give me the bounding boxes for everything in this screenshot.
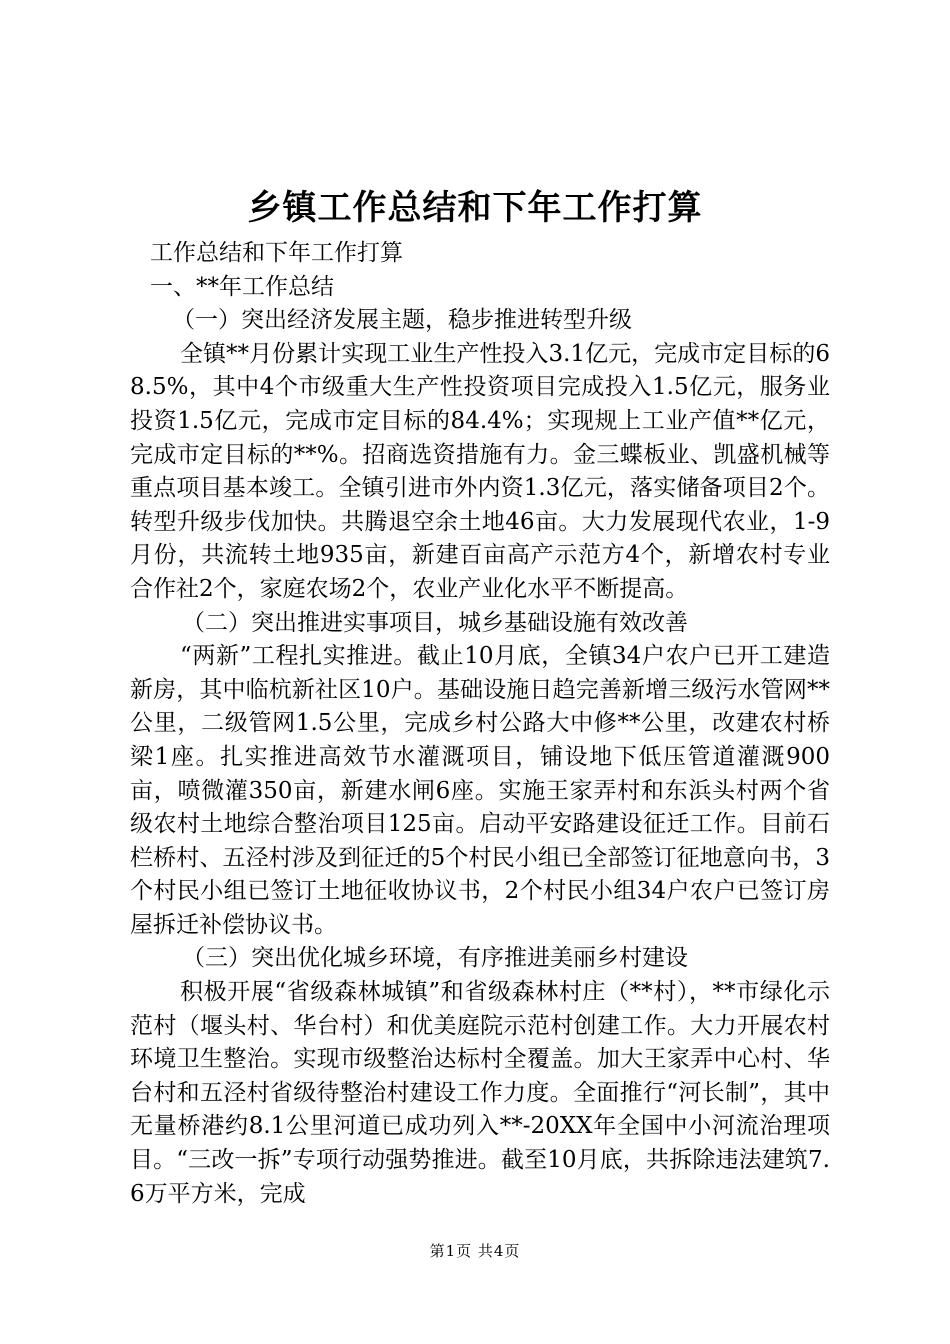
document-subtitle: 工作总结和下年工作打算	[150, 240, 403, 266]
section-heading-2: （二）突出推进实事项目，城乡基础设施有效改善	[182, 609, 688, 636]
part-one-heading: 一、**年工作总结	[150, 273, 334, 300]
section-body-2: “两新”工程扎实推进。截止10月底，全镇34户农户已开工建造新房，其中临杭新社区10户。基础设施日趋完善新增三级污水管网**公里，二级管网1.5公里，完成乡村公路大中修**公里，改建农村桥梁1座。扎实推进高效节水灌溉项目，铺设地下低压管道灌溉900亩，喷微灌350亩，新建水闸6座。实施王家弄村和东浜头村两个省级农村土地综合整治项目125亩。启动平安路建设征迁工作。目前石栏桥村、五泾村涉及到征迁的5个村民小组已全部签订征地意向书，3个村民小组已签订土地征收协议书，2个村民小组34户农户已签订房屋拆迁补偿协议书。	[130, 643, 830, 938]
section-body-3: 积极开展“省级森林城镇”和省级森林村庄（**村），**市绿化示范村（堰头村、华台村）和优美庭院示范村创建工作。大力开展农村环境卫生整治。实现市级整治达标村全覆盖。加大王家弄中心村、华台村和五泾村省级待整治村建设工作力度。全面推行“河长制”，其中无量桥港约8.1公里河道已成功列入**-20XX年全国中小河流治理项目。“三改一拆”专项行动强势推进。截至10月底，共拆除违法建筑7.6万平方米，完成	[130, 979, 830, 1207]
section-heading-1: （一）突出经济发展主题，稳步推进转型升级	[172, 307, 632, 334]
page-number-footer: 第1页 共4页	[429, 1242, 521, 1260]
section-heading-3: （三）突出优化城乡环境，有序推进美丽乡村建设	[182, 945, 688, 972]
document-body	[130, 237, 830, 1211]
section-body-1: 全镇**月份累计实现工业生产性投入3.1亿元，完成市定目标的68.5%，其中4个市级重大生产性投资项目完成投入1.5亿元，服务业投资1.5亿元，完成市定目标的84.4%；实现规上工业产值**亿元，完成市定目标的**%。招商选资措施有力。金三蝶板业、凯盛机械等重点项目基本竣工。全镇引进市外内资1.3亿元，落实储备项目2个。转型升级步伐加快。共腾退空余土地46亩。大力发展现代农业，1-9月份，共流转土地935亩，新建百亩高产示范方4个，新增农村专业合作社2个，家庭农场2个，农业产业化水平不断提高。	[130, 340, 830, 602]
document-title: 乡镇工作总结和下年工作打算	[247, 188, 703, 228]
